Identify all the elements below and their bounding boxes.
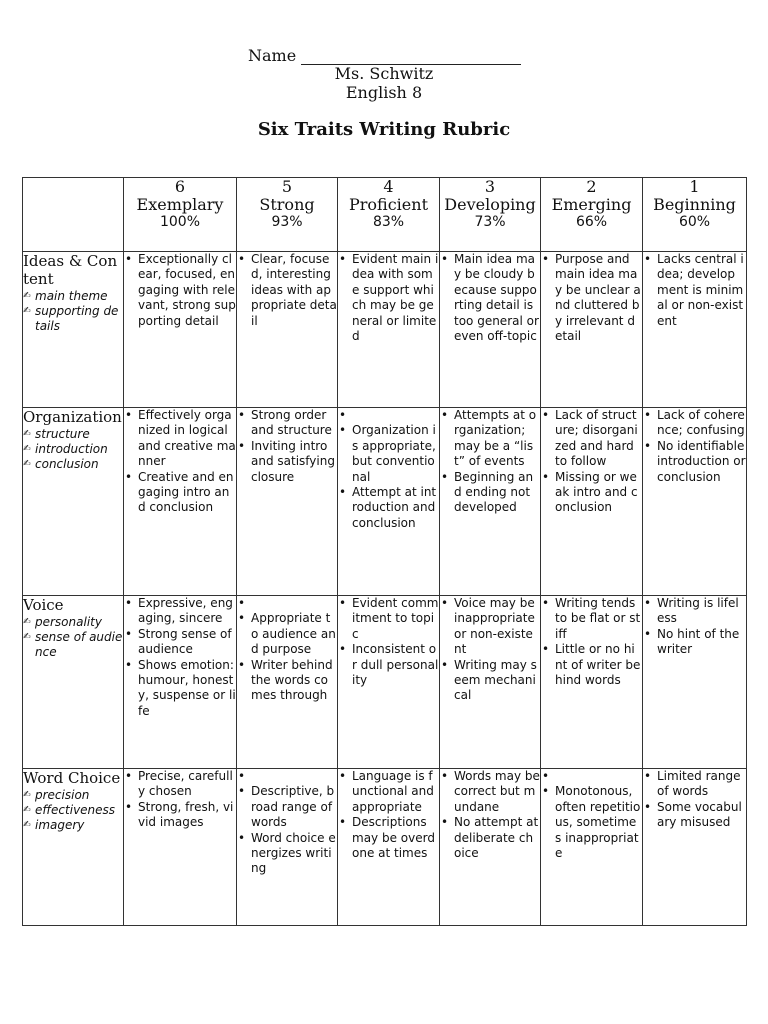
descriptor-list: [541, 769, 642, 861]
descriptor-cell: [124, 769, 237, 926]
trait-subpoint: [23, 289, 123, 304]
descriptor-item: • Word choice energizes writing: [237, 831, 337, 877]
descriptor-item: • Descriptions may be overdone at times: [338, 815, 439, 861]
document-title: Six Traits Writing Rubric: [257, 119, 511, 140]
trait-subpoints: [23, 615, 123, 660]
descriptor-item: [237, 769, 337, 784]
descriptor-item: • Purpose and main idea may be unclear and cluttered by irrelevant detail: [541, 252, 642, 344]
descriptor-cell: [124, 596, 237, 769]
descriptor-list: [541, 596, 642, 688]
trait-subpoint: [23, 788, 123, 803]
descriptor-item: • Monotonous, often repetitious, sometimes inappropriate: [541, 784, 642, 861]
descriptor-list: [237, 408, 337, 485]
descriptor-cell: [541, 252, 643, 408]
level-header: 6 Exemplary 100%: [124, 178, 237, 252]
descriptor-item: • Evident main idea with some support which may be general or limited: [338, 252, 439, 344]
teacher-name: Ms. Schwitz: [334, 64, 434, 83]
level-header: 1 Beginning 60%: [643, 178, 747, 252]
descriptor-cell: [237, 769, 338, 926]
descriptor-cell: [440, 252, 541, 408]
writing-hand-icon: ✍: [23, 444, 31, 454]
descriptor-item: • Strong sense of audience: [124, 627, 236, 658]
descriptor-item: • Evident commitment to topic: [338, 596, 439, 642]
descriptor-list: [338, 408, 439, 531]
descriptor-item: • Clear, focused, interesting ideas with appropriate detail: [237, 252, 337, 329]
trait-subpoint-text: supporting details: [35, 304, 119, 333]
level-header: 5 Strong 93%: [237, 178, 338, 252]
trait-subpoint: [23, 427, 123, 442]
descriptor-cell: [643, 596, 747, 769]
trait-name: Voice: [23, 596, 64, 614]
descriptor-item: • Attempts at organization; may be a “list” of events: [440, 408, 540, 470]
descriptor-list: [440, 596, 540, 704]
descriptor-list: [338, 769, 439, 861]
name-blank: [301, 64, 521, 65]
descriptor-item: • No hint of the writer: [643, 627, 746, 658]
descriptor-item: • Precise, carefully chosen: [124, 769, 236, 800]
descriptor-item: • Attempt at introduction and conclusion: [338, 485, 439, 531]
descriptor-cell: [124, 408, 237, 596]
rubric-table: [22, 177, 747, 926]
descriptor-item: [541, 769, 642, 784]
descriptor-item: [338, 408, 439, 423]
descriptor-item: • Voice may be inappropriate or non-existent: [440, 596, 540, 658]
descriptor-item: • Strong order and structure: [237, 408, 337, 439]
course-name: English 8: [345, 83, 423, 102]
writing-hand-icon: ✍: [23, 459, 31, 469]
descriptor-cell: [643, 408, 747, 596]
trait-cell: [23, 596, 124, 769]
descriptor-cell: [338, 408, 440, 596]
descriptor-item: • Lack of coherence; confusing: [643, 408, 746, 439]
writing-hand-icon: ✍: [23, 805, 31, 815]
descriptor-item: • Writing may seem mechanical: [440, 658, 540, 704]
corner-cell: [23, 178, 124, 252]
descriptor-item: • Some vocabulary misused: [643, 800, 746, 831]
descriptor-list: [643, 252, 746, 329]
descriptor-list: [124, 769, 236, 831]
descriptor-item: • Missing or weak intro and conclusion: [541, 470, 642, 516]
descriptor-item: • Exceptionally clear, focused, engaging with relevant, strong supporting detail: [124, 252, 236, 329]
descriptor-cell: [643, 769, 747, 926]
trait-name: Ideas & Content: [23, 252, 118, 288]
descriptor-item: • Writing tends to be flat or stiff: [541, 596, 642, 642]
level-header: 2 Emerging 66%: [541, 178, 643, 252]
trait-subpoint-text: sense of audience: [35, 630, 123, 659]
trait-subpoint-text: personality: [35, 615, 102, 629]
descriptor-item: • Limited range of words: [643, 769, 746, 800]
descriptor-list: [124, 408, 236, 516]
descriptor-item: • Creative and engaging intro and conclusion: [124, 470, 236, 516]
descriptor-cell: [124, 252, 237, 408]
writing-hand-icon: ✍: [23, 306, 31, 316]
descriptor-item: • Shows emotion: humour, honesty, suspense or life: [124, 658, 236, 720]
descriptor-cell: [237, 252, 338, 408]
descriptor-cell: [338, 769, 440, 926]
writing-hand-icon: ✍: [23, 632, 31, 642]
trait-subpoint: [23, 803, 123, 818]
descriptor-item: • No attempt at deliberate choice: [440, 815, 540, 861]
trait-row-word-choice: [23, 769, 747, 926]
level-header: 3 Developing 73%: [440, 178, 541, 252]
descriptor-item: • Beginning and ending not developed: [440, 470, 540, 516]
descriptor-item: • Language is functional and appropriate: [338, 769, 439, 815]
descriptor-cell: [440, 596, 541, 769]
rubric-header-row: [23, 178, 747, 252]
trait-subpoint: [23, 304, 123, 334]
trait-subpoint: [23, 457, 123, 472]
trait-cell: [23, 252, 124, 408]
descriptor-list: [338, 252, 439, 344]
trait-subpoint-text: main theme: [35, 289, 108, 303]
descriptor-item: • Writing is lifeless: [643, 596, 746, 627]
trait-cell: [23, 408, 124, 596]
trait-subpoint-text: imagery: [35, 818, 85, 832]
trait-subpoint: [23, 442, 123, 457]
descriptor-item: • Inviting intro and satisfying closure: [237, 439, 337, 485]
descriptor-item: • Appropriate to audience and purpose: [237, 611, 337, 657]
writing-hand-icon: ✍: [23, 291, 31, 301]
writing-hand-icon: ✍: [23, 617, 31, 627]
descriptor-list: [440, 408, 540, 516]
descriptor-item: • Little or no hint of writer behind words: [541, 642, 642, 688]
descriptor-list: [643, 408, 746, 485]
descriptor-list: [440, 252, 540, 344]
descriptor-cell: [541, 769, 643, 926]
descriptor-cell: [440, 769, 541, 926]
descriptor-item: • Expressive, engaging, sincere: [124, 596, 236, 627]
trait-subpoint-text: conclusion: [35, 457, 99, 471]
descriptor-cell: [338, 252, 440, 408]
trait-subpoint-text: precision: [35, 788, 90, 802]
descriptor-item: • Lack of structure; disorganized and hard to follow: [541, 408, 642, 470]
descriptor-item: • Descriptive, broad range of words: [237, 784, 337, 830]
descriptor-list: [338, 596, 439, 688]
descriptor-list: [237, 252, 337, 329]
descriptor-list: [440, 769, 540, 861]
descriptor-item: • Effectively organized in logical and creative manner: [124, 408, 236, 470]
descriptor-list: [643, 769, 746, 831]
trait-subpoint-text: structure: [35, 427, 90, 441]
trait-row-voice: [23, 596, 747, 769]
document-header: [0, 44, 768, 140]
descriptor-list: [643, 596, 746, 658]
writing-hand-icon: ✍: [23, 790, 31, 800]
trait-subpoint-text: introduction: [35, 442, 108, 456]
descriptor-cell: [237, 408, 338, 596]
trait-subpoint: [23, 818, 123, 833]
descriptor-item: • Organization is appropriate, but conventional: [338, 423, 439, 485]
trait-cell: [23, 769, 124, 926]
descriptor-list: [237, 596, 337, 704]
descriptor-item: • Words may be correct but mundane: [440, 769, 540, 815]
descriptor-cell: [440, 408, 541, 596]
trait-subpoints: [23, 788, 123, 833]
descriptor-list: [541, 408, 642, 516]
level-header: 4 Proficient 83%: [338, 178, 440, 252]
descriptor-item: • Strong, fresh, vivid images: [124, 800, 236, 831]
name-label: Name: [248, 46, 297, 65]
trait-subpoints: [23, 289, 123, 334]
trait-name: Organization: [23, 408, 122, 426]
descriptor-item: [237, 596, 337, 611]
descriptor-cell: [541, 596, 643, 769]
name-line: [0, 44, 768, 64]
trait-subpoint: [23, 615, 123, 630]
descriptor-item: • Lacks central idea; development is minimal or non-existent: [643, 252, 746, 329]
trait-subpoint: [23, 630, 123, 660]
descriptor-cell: [237, 596, 338, 769]
descriptor-cell: [338, 596, 440, 769]
descriptor-item: • No identifiable introduction or conclusion: [643, 439, 746, 485]
trait-row-organization: [23, 408, 747, 596]
descriptor-list: [541, 252, 642, 344]
descriptor-list: [124, 252, 236, 329]
trait-subpoints: [23, 427, 123, 472]
descriptor-list: [124, 596, 236, 719]
descriptor-list: [237, 769, 337, 877]
trait-subpoint-text: effectiveness: [35, 803, 116, 817]
writing-hand-icon: ✍: [23, 429, 31, 439]
descriptor-item: • Writer behind the words comes through: [237, 658, 337, 704]
trait-row-ideas: [23, 252, 747, 408]
descriptor-item: • Inconsistent or dull personality: [338, 642, 439, 688]
descriptor-cell: [643, 252, 747, 408]
descriptor-item: • Main idea may be cloudy because supporting detail is too general or even off-topic: [440, 252, 540, 344]
writing-hand-icon: ✍: [23, 820, 31, 830]
trait-name: Word Choice: [23, 769, 121, 787]
descriptor-cell: [541, 408, 643, 596]
